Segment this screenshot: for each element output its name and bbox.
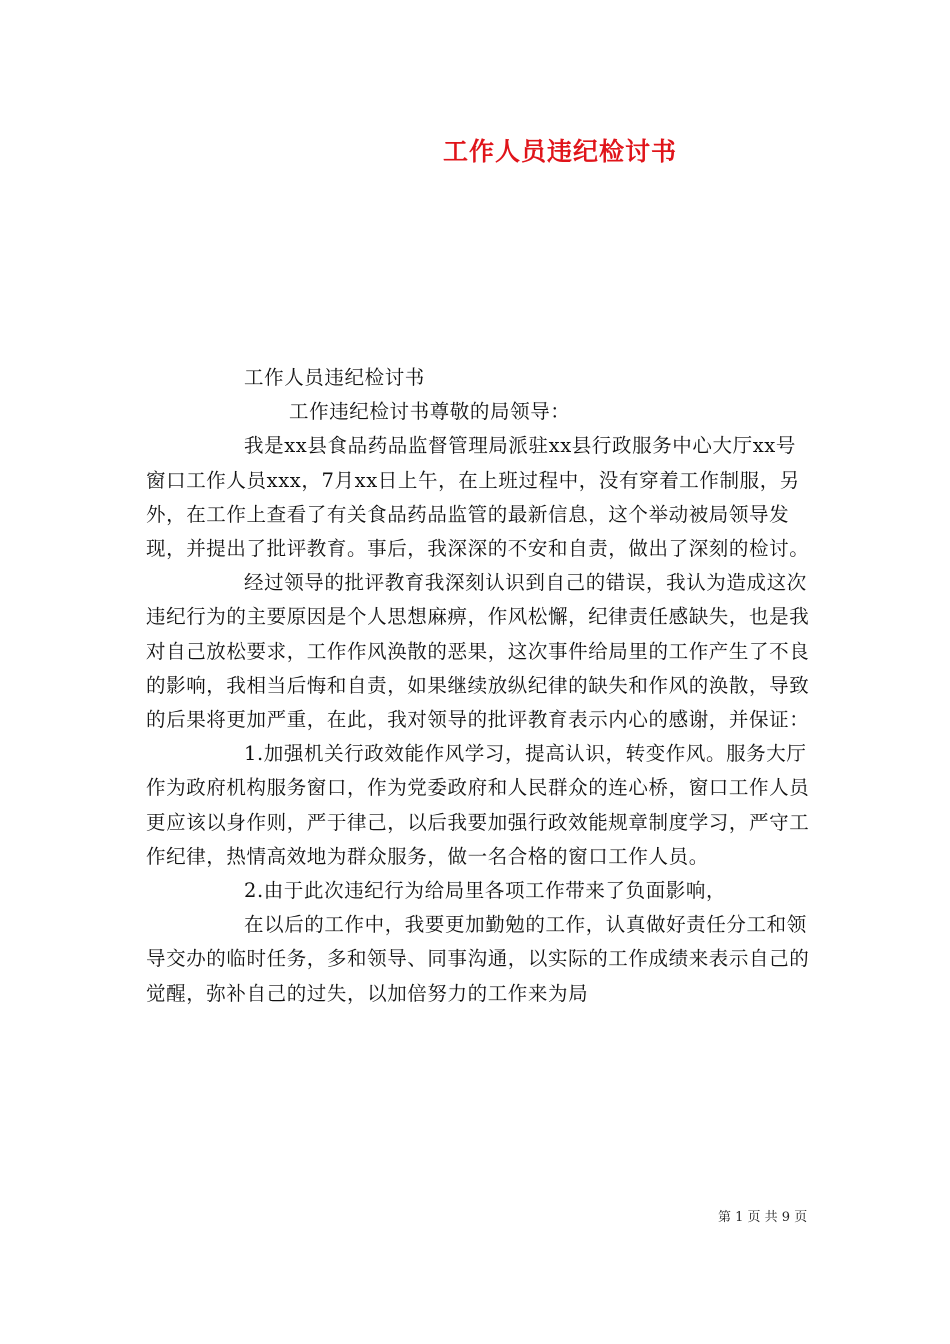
paragraph-3: 1.加强机关行政效能作风学习，提高认识，转变作风。服务大厅作为政府机构服务窗口，作为党委政府和人民群众的连心桥，窗口工作人员更应该以身作则，严于律己，以后我要加强行政效能规章制度学习，严守工作纪律，热情高效地为群众服务，做一名合格的窗口工作人员。 [146, 742, 810, 868]
salutation: 工作违纪检讨书尊敬的局领导： [289, 400, 571, 424]
body-heading: 工作人员违纪检讨书 [244, 366, 425, 389]
paragraph-5: 在以后的工作中，我要更加勤勉的工作，认真做好责任分工和领导交办的临时任务，多和领导、同事沟通，以实际的工作成绩来表示自己的觉醒，弥补自己的过失，以加倍努力的工作来为局 [146, 913, 810, 1005]
paragraph-2: 经过领导的批评教育我深刻认识到自己的错误，我认为造成这次违纪行为的主要原因是个人思想麻痹，作风松懈，纪律责任感缺失，也是我对自己放松要求，工作作风涣散的恶果，这次事件给局里的工作产生了不良的影响，我相当后悔和自责，如果继续放纵纪律的缺失和作风的涣散，导致的后果将更加严重，在此，我对领导的批评教育表示内心的感谢，并保证： [146, 571, 810, 732]
document-title: 工作人员违纪检讨书 [442, 137, 677, 166]
document-body [146, 361, 811, 1011]
paragraph-1: 我是xx县食品药品监督管理局派驻xx县行政服务中心大厅xx号窗口工作人员xxx，7月xx日上午，在上班过程中，没有穿着工作制服，另外，在工作上查看了有关食品药品监管的最新信息，这个举动被局领导发现，并提出了批评教育。事后，我深深的不安和自责，做出了深刻的检讨。 [146, 434, 810, 561]
paragraph-4: 2.由于此次违纪行为给局里各项工作带来了负面影响， [244, 879, 727, 903]
page-number: 第 1 页 共 9 页 [718, 1210, 808, 1225]
